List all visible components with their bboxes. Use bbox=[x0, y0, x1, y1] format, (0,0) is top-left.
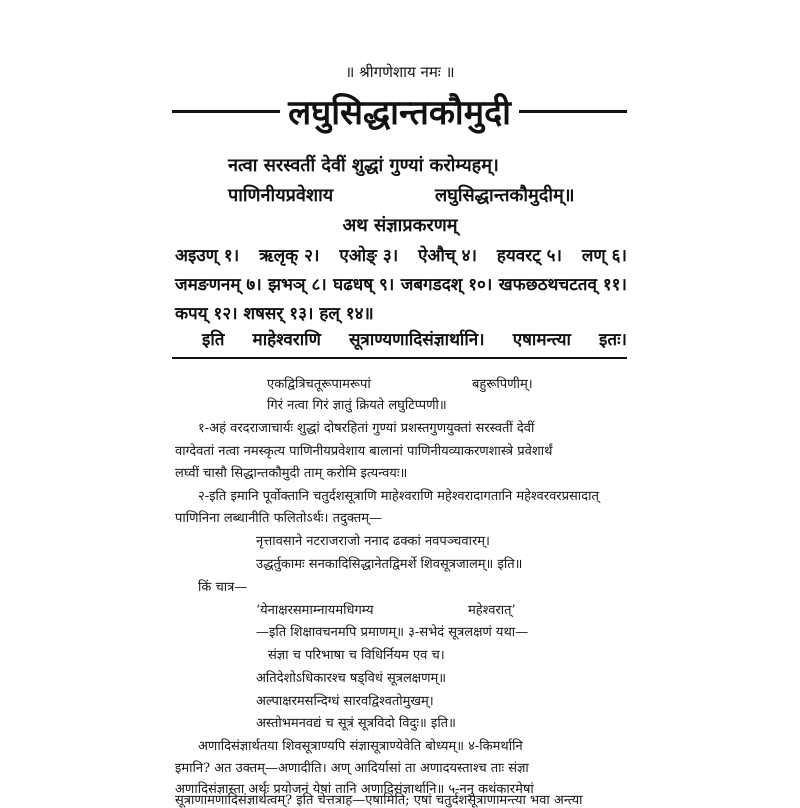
commentary-line: एकद्वित्रिचतूरूपामरूपां bbox=[267, 377, 371, 392]
commentary-line: इमानि? अत उक्तम्—अणादीति। अण् आदिर्यासां ता अणादयस्ताश्च ताः संज्ञा bbox=[175, 761, 529, 776]
commentary-line: अणादिसंज्ञास्ता अर्थः प्रयोजनं येषां तानि अणादिसंज्ञार्थानि॥ ५-ननु कथंकारमेषां bbox=[175, 782, 534, 797]
sutra: ऐऔच् ४। bbox=[418, 246, 477, 266]
mangala-verse-line-1: नत्वा सरस्वतीं देवीं शुद्धां गुण्यां करोम्यहम्। bbox=[228, 155, 499, 176]
chapter-heading: अथ संज्ञाप्रकरणम् bbox=[342, 215, 458, 236]
commentary-line: महेश्वरात्’ bbox=[468, 603, 516, 618]
title-rule-left bbox=[172, 110, 280, 113]
commentary-line: बहुरूपिणीम्। bbox=[472, 377, 533, 392]
title-rule-right bbox=[519, 110, 627, 113]
sutra: अइउण् १। bbox=[175, 246, 240, 266]
commentary-line: २-इति इमानि पूर्वोक्तानि चतुर्दशसूत्राणि माहेश्वराणि महेश्वरादागतानि महेश्वरवरप्रसादात् bbox=[198, 489, 599, 504]
commentary-line: अल्पाक्षरमसन्दिग्धं सारवद्विश्वतोमुखम्। bbox=[256, 694, 434, 709]
mangala-verse-line-2a: पाणिनीयप्रवेशाय bbox=[228, 185, 334, 206]
sutra-word: इतः। bbox=[599, 330, 627, 350]
commentary-line: नृत्तावसाने नटराजराजो ननाद ढक्कां नवपञ्चवारम्। bbox=[256, 534, 490, 549]
title-row bbox=[172, 86, 627, 136]
sutra: घढधष् ९। bbox=[333, 275, 395, 295]
mangala-verse-line-2b: लघुसिद्धान्तकौमुदीम्॥ bbox=[435, 185, 575, 206]
sutra-word: सूत्राण्यणादिसंज्ञार्थानि। bbox=[348, 330, 485, 350]
commentary-line: उद्धर्तुकामः सनकादिसिद्धानेतद्विमर्शे शिवसूत्रजालम्॥ इति॥ bbox=[256, 557, 523, 572]
commentary-line: संज्ञा च परिभाषा च विधिर्नियम एव च। bbox=[268, 648, 445, 663]
sutra-line-2 bbox=[175, 272, 627, 295]
commentary-line: गिरं नत्वा गिरं ज्ञातुं क्रियते लघुटिप्पणी॥ bbox=[267, 398, 447, 413]
commentary-line: अणादिसंज्ञार्थतया शिवसूत्राण्यपि संज्ञासूत्राण्येवेति बोध्यम्॥ ४-किमर्थानि bbox=[198, 739, 523, 754]
sutra: जबगडदश् १०। bbox=[400, 275, 493, 295]
commentary-line: अस्तोभमनवद्यं च सूत्रं सूत्रविदो विदुः॥ इति॥ bbox=[256, 716, 456, 731]
invocation-line: ॥ श्रीगणेशाय नमः ॥ bbox=[345, 63, 455, 81]
sutra: झभञ् ८। bbox=[268, 275, 327, 295]
sutra-line-3: कपय् १२। शषसर् १३। हल् १४॥ bbox=[175, 304, 374, 324]
sutra-word: इति bbox=[202, 330, 225, 350]
sutra: जमङणनम् ७। bbox=[175, 275, 262, 295]
commentary-line: सूत्राणामणादिसंज्ञार्थत्वम्? इति चेत्तत्राह—एषामिति; एषां चतुर्दशसूत्राणामन्त्या भवा अन्त्या bbox=[175, 793, 583, 808]
sutra: लण् ६। bbox=[581, 246, 627, 266]
commentary-line: वाग्देवतां नत्वा नमस्कृत्य पाणिनीयप्रवेशाय बालानां पाणिनीयव्याकरणशास्त्रे प्रवेशार्थं bbox=[175, 444, 553, 459]
commentary-line: अतिदेशोऽधिकारश्च षड्विधं सूत्रलक्षणम्॥ bbox=[256, 671, 447, 686]
commentary-line: १-अहं वरदराजाचार्यः शुद्धां दोषरहितां गुण्यां प्रशस्तगुणयुक्तां सरस्वतीं देवीं bbox=[198, 421, 535, 436]
commentary-line: ‘येनाक्षरसमाम्नायमधिगम्य bbox=[256, 603, 374, 618]
sutra: ऋलृक् २। bbox=[259, 246, 320, 266]
commentary-line: लघ्वीं चासौ सिद्धान्तकौमुदी ताम् करोमि इत्यन्वयः॥ bbox=[175, 466, 408, 481]
sutra: हयवरट् ५। bbox=[496, 246, 562, 266]
page-title: लघुसिद्धान्तकौमुदी bbox=[288, 93, 511, 133]
sutra: खफछठथचटतव् ११। bbox=[498, 275, 627, 295]
commentary-line: पाणिनिना लब्धानीति फलितोऽर्थः। तदुक्तम्— bbox=[175, 511, 383, 526]
sutra: एओङ् ३। bbox=[339, 246, 399, 266]
sutra-line-1 bbox=[175, 243, 627, 266]
commentary-line: किं चात्र— bbox=[198, 580, 248, 595]
sutra-word: एषामन्त्या bbox=[512, 330, 571, 350]
sutra-word: माहेश्वराणि bbox=[252, 330, 321, 350]
section-divider bbox=[172, 357, 627, 359]
sutra-line-4 bbox=[202, 327, 627, 350]
commentary-line: —इति शिक्षावचनमपि प्रमाणम्॥ ३-सभेदं सूत्रलक्षणं यथा— bbox=[256, 625, 529, 640]
